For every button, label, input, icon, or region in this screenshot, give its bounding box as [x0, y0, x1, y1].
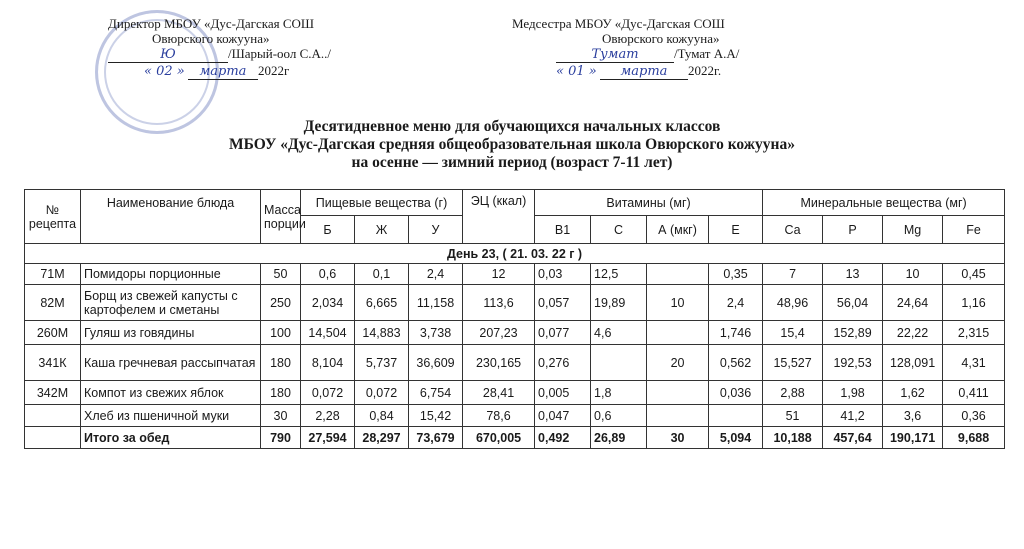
cell-e: 0,562 [709, 345, 763, 381]
day-label: День 23, ( 21. 03. 22 г ) [25, 244, 1005, 264]
header-u: У [409, 216, 463, 244]
nurse-date-year: 2022г. [687, 63, 722, 78]
cell-fe: 0,45 [943, 264, 1005, 285]
cell-c: 12,5 [591, 264, 647, 285]
cell-u: 36,609 [409, 345, 463, 381]
cell-fe: 2,315 [943, 321, 1005, 345]
cell-mass: 180 [261, 381, 301, 405]
nurse-line2: Овюрского кожууна» [602, 31, 720, 46]
total-c: 26,89 [591, 427, 647, 449]
nurse-line1: Медсестра МБОУ «Дус-Дагская СОШ [512, 16, 725, 31]
header-mg: Mg [883, 216, 943, 244]
cell-u: 6,754 [409, 381, 463, 405]
total-row [25, 427, 1005, 449]
director-approval [108, 16, 368, 80]
cell-dish: Хлеб из пшеничной муки [81, 405, 261, 427]
cell-zh: 0,84 [355, 405, 409, 427]
cell-recipe: 341К [25, 345, 81, 381]
total-b1: 0,492 [535, 427, 591, 449]
cell-recipe [25, 427, 81, 449]
title-line2: МБОУ «Дус-Дагская средняя общеобразовательная школа Овюрского кожууна» [229, 136, 795, 153]
cell-fe: 4,31 [943, 345, 1005, 381]
header-ca: Са [763, 216, 823, 244]
cell-mass: 30 [261, 405, 301, 427]
cell-dish: Гуляш из говядины [81, 321, 261, 345]
cell-dish: Помидоры порционные [81, 264, 261, 285]
cell-c: 0,6 [591, 405, 647, 427]
cell-mass: 100 [261, 321, 301, 345]
header-zh: Ж [355, 216, 409, 244]
director-line1: Директор МБОУ «Дус-Дагская СОШ [108, 16, 315, 31]
cell-u: 2,4 [409, 264, 463, 285]
cell-mg: 22,22 [883, 321, 943, 345]
nurse-date-day: « 01 » [556, 64, 597, 79]
cell-mg: 24,64 [883, 285, 943, 321]
table-row [25, 345, 1005, 381]
cell-b1: 0,276 [535, 345, 591, 381]
cell-a: 20 [647, 345, 709, 381]
cell-p: 192,53 [823, 345, 883, 381]
table-row [25, 381, 1005, 405]
cell-mg: 10 [883, 264, 943, 285]
director-date-month: марта [188, 64, 258, 80]
cell-zh: 0,1 [355, 264, 409, 285]
cell-p: 56,04 [823, 285, 883, 321]
cell-p: 152,89 [823, 321, 883, 345]
cell-ca: 15,527 [763, 345, 823, 381]
header-b: Б [301, 216, 355, 244]
table-row [25, 321, 1005, 345]
total-zh: 28,297 [355, 427, 409, 449]
header-recipe: № рецепта [25, 190, 81, 244]
cell-recipe [25, 405, 81, 427]
cell-b: 8,104 [301, 345, 355, 381]
header-a: А (мкг) [647, 216, 709, 244]
cell-zh: 6,665 [355, 285, 409, 321]
total-b: 27,594 [301, 427, 355, 449]
cell-recipe: 71М [25, 264, 81, 285]
header-b1: В1 [535, 216, 591, 244]
cell-ec: 113,6 [463, 285, 535, 321]
header-dish: Наименование блюда [81, 190, 261, 244]
header-nutrients: Пищевые вещества (г) [301, 190, 463, 216]
cell-ca: 48,96 [763, 285, 823, 321]
cell-b: 2,28 [301, 405, 355, 427]
cell-recipe: 260М [25, 321, 81, 345]
total-mg: 190,171 [883, 427, 943, 449]
total-p: 457,64 [823, 427, 883, 449]
cell-fe: 0,411 [943, 381, 1005, 405]
cell-fe: 1,16 [943, 285, 1005, 321]
cell-ca: 2,88 [763, 381, 823, 405]
cell-mg: 3,6 [883, 405, 943, 427]
cell-a: 10 [647, 285, 709, 321]
menu-table [24, 189, 1005, 449]
cell-b1: 0,03 [535, 264, 591, 285]
cell-b1: 0,077 [535, 321, 591, 345]
cell-a [647, 405, 709, 427]
title-line3: на осенне — зимний период (возраст 7-11 лет) [351, 154, 673, 171]
cell-ca: 15,4 [763, 321, 823, 345]
header-mass: Масса порции [261, 190, 301, 244]
director-signature: Ю [108, 47, 228, 63]
cell-a [647, 321, 709, 345]
header-minerals: Минеральные вещества (мг) [763, 190, 1005, 216]
cell-ec: 28,41 [463, 381, 535, 405]
cell-ec: 230,165 [463, 345, 535, 381]
nurse-approval [512, 16, 792, 80]
cell-ec: 12 [463, 264, 535, 285]
cell-b: 14,504 [301, 321, 355, 345]
header-vitamins: Витамины (мг) [535, 190, 763, 216]
total-fe: 9,688 [943, 427, 1005, 449]
cell-b1: 0,005 [535, 381, 591, 405]
cell-p: 41,2 [823, 405, 883, 427]
cell-mg: 128,091 [883, 345, 943, 381]
cell-mg: 1,62 [883, 381, 943, 405]
director-date-day: « 02 » [144, 64, 185, 79]
menu-title [0, 118, 1024, 172]
cell-b1: 0,047 [535, 405, 591, 427]
cell-fe: 0,36 [943, 405, 1005, 427]
cell-dish: Компот из свежих яблок [81, 381, 261, 405]
cell-p: 13 [823, 264, 883, 285]
nurse-date-month: марта [600, 64, 688, 80]
director-line2: Овюрского кожууна» [152, 31, 270, 46]
cell-recipe: 342М [25, 381, 81, 405]
cell-p: 1,98 [823, 381, 883, 405]
cell-e: 0,036 [709, 381, 763, 405]
cell-a [647, 381, 709, 405]
cell-b: 0,6 [301, 264, 355, 285]
cell-e: 1,746 [709, 321, 763, 345]
header-fe: Fe [943, 216, 1005, 244]
director-date-year: 2022г [257, 63, 290, 78]
cell-ca: 51 [763, 405, 823, 427]
cell-ca: 7 [763, 264, 823, 285]
total-ca: 10,188 [763, 427, 823, 449]
cell-mass: 250 [261, 285, 301, 321]
total-label: Итого за обед [81, 427, 261, 449]
cell-mass: 50 [261, 264, 301, 285]
cell-mass: 180 [261, 345, 301, 381]
total-e: 5,094 [709, 427, 763, 449]
header-e: Е [709, 216, 763, 244]
director-name: /Шарый-оол С.А../ [228, 46, 332, 61]
cell-dish: Борщ из свежей капусты с картофелем и сметаны [81, 285, 261, 321]
table-row [25, 264, 1005, 285]
cell-b: 2,034 [301, 285, 355, 321]
cell-b: 0,072 [301, 381, 355, 405]
cell-zh: 14,883 [355, 321, 409, 345]
total-ec: 670,005 [463, 427, 535, 449]
title-line1: Десятидневное меню для обучающихся начальных классов [303, 118, 721, 135]
cell-c [591, 345, 647, 381]
cell-b1: 0,057 [535, 285, 591, 321]
header-c: С [591, 216, 647, 244]
cell-c: 19,89 [591, 285, 647, 321]
cell-c: 1,8 [591, 381, 647, 405]
total-a: 30 [647, 427, 709, 449]
header-p: Р [823, 216, 883, 244]
table-row [25, 285, 1005, 321]
cell-e: 0,35 [709, 264, 763, 285]
cell-ec: 78,6 [463, 405, 535, 427]
cell-zh: 0,072 [355, 381, 409, 405]
cell-recipe: 82М [25, 285, 81, 321]
header-energy: ЭЦ (ккал) [463, 190, 535, 244]
nurse-signature: Тумат [556, 47, 674, 63]
table-row [25, 405, 1005, 427]
cell-ec: 207,23 [463, 321, 535, 345]
cell-u: 3,738 [409, 321, 463, 345]
cell-e [709, 405, 763, 427]
cell-u: 15,42 [409, 405, 463, 427]
cell-a [647, 264, 709, 285]
nurse-name: /Тумат А.А/ [674, 46, 740, 61]
cell-zh: 5,737 [355, 345, 409, 381]
cell-u: 11,158 [409, 285, 463, 321]
total-u: 73,679 [409, 427, 463, 449]
cell-dish: Каша гречневая рассыпчатая [81, 345, 261, 381]
cell-e: 2,4 [709, 285, 763, 321]
cell-c: 4,6 [591, 321, 647, 345]
total-mass: 790 [261, 427, 301, 449]
